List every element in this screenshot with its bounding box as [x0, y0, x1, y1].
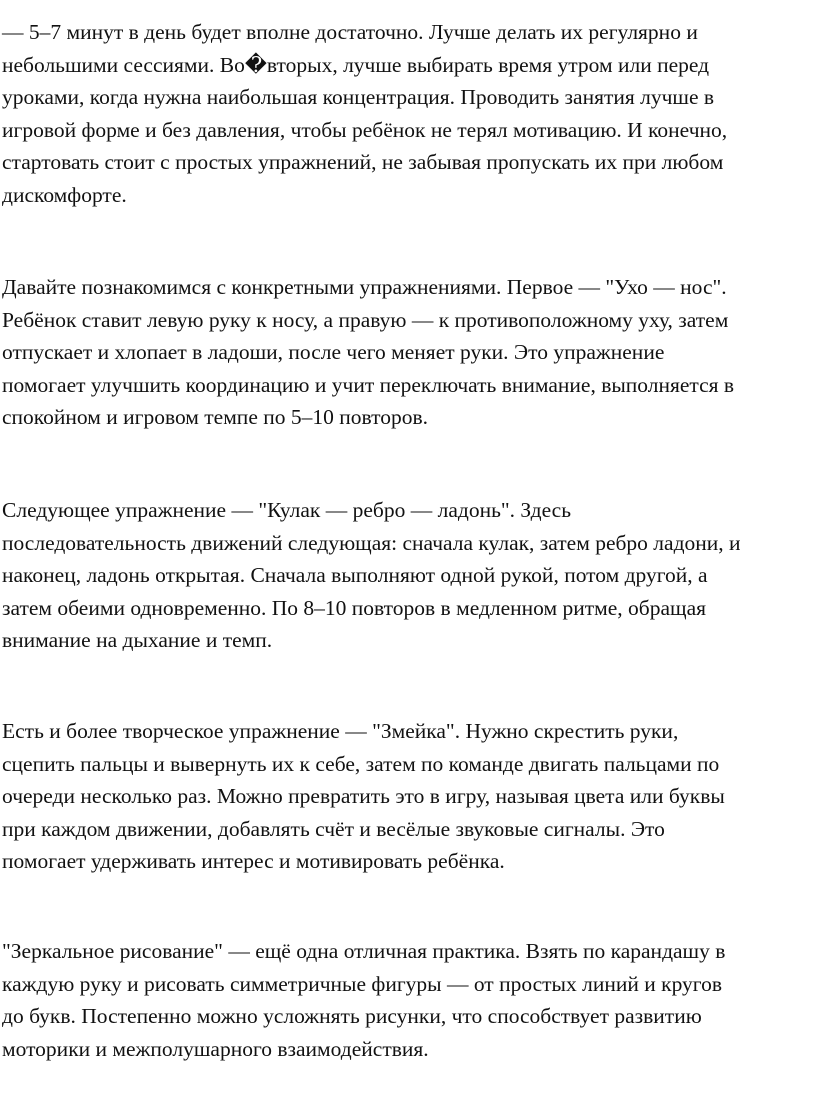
paragraph-snake-exercise: Есть и более творческое упражнение — "Змейка". Нужно скрестить руки, сцепить пальцы и вывернуть их к себе, затем по команде двигать пальцами по очереди несколько раз. Можно превратить это в игру, называя цвета или буквы при каждом движении, добавлять счёт и весёлые звуковые сигналы. Это помогает удерживать интерес и мотивировать ребёнка.	[2, 719, 725, 873]
paragraph-daily-practice-tips: — 5–7 минут в день будет вполне достаточно. Лучше делать их регулярно и небольшими сессиями. Во�вторых, лучше выбирать время утром или перед уроками, когда нужна наибольшая концентрация. Проводить занятия лучше в игровой форме и без давления, чтобы ребёнок не терял мотивацию. И конечно, стартовать стоит с простых упражнений, не забывая пропускать их при любом дискомфорте.	[2, 20, 728, 207]
paragraph-fist-edge-palm-exercise: Следующее упражнение — "Кулак — ребро — ладонь". Здесь последовательность движений следующая: сначала кулак, затем ребро ладони, и наконец, ладонь открытая. Сначала выполняют одной рукой, потом другой, а затем обеими одновременно. По 8–10 повторов в медленном ритме, обращая внимание на дыхание и темп.	[2, 498, 741, 652]
paragraph-ear-nose-exercise: Давайте познакомимся с конкретными упражнениями. Первое — "Ухо — нос". Ребёнок ставит левую руку к носу, а правую — к противоположному уху, затем отпускает и хлопает в ладоши, после чего меняет руки. Это упражнение помогает улучшить координацию и учит переключать внимание, выполняется в спокойном и игровом темпе по 5–10 повторов.	[2, 275, 735, 429]
paragraph-mirror-drawing: "Зеркальное рисование" — ещё одна отличная практика. Взять по карандашу в каждую руку и рисовать симметричные фигуры — от простых линий и кругов до букв. Постепенно можно усложнять рисунки, что способствует развитию моторики и межполушарного взаимодействия.	[2, 939, 726, 1061]
